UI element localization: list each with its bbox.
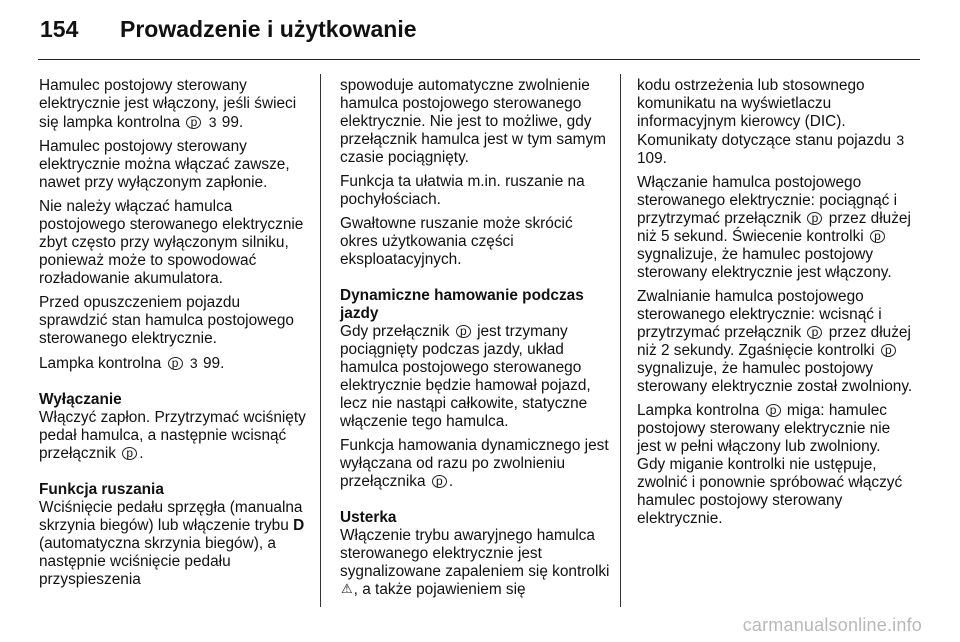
reference-arrow-icon: 3	[189, 355, 198, 371]
parking-brake-icon: p	[807, 326, 822, 339]
paragraph	[39, 354, 307, 373]
text: Gdy przełącznik	[340, 323, 450, 340]
text: .	[448, 473, 454, 490]
text: 99.	[202, 355, 225, 372]
paragraph: spowoduje automatyczne zwolnienie hamulca postojowego sterowanego elektrycznie. Nie jest to możliwe, gdy przełącznik hamulca jest w tym samym czasie pociągnięty.	[340, 77, 606, 166]
page-number: 154	[40, 16, 79, 42]
parking-brake-icon: p	[432, 475, 447, 488]
parking-brake-icon: p	[870, 230, 885, 243]
paragraph	[39, 409, 307, 463]
warning-icon: ⚠	[341, 581, 353, 596]
text: miga: hamulec postojowy sterowany elektrycznie nie jest w pełni włączony lub zwolniony. Gdy miganie kontrolki nie ustępuje, zwolnić i ponownie spróbować włączyć hamulec postojowy sterowany elektrycznie.	[637, 402, 903, 527]
header-rule	[38, 59, 920, 60]
gear-d-label: D	[293, 517, 305, 534]
watermark: carmanualsonline.info	[742, 615, 922, 635]
reference-arrow-icon: 3	[896, 132, 905, 148]
column-2	[340, 77, 610, 605]
page-title: Prowadzenie i użytkowanie	[120, 16, 417, 42]
paragraph: Nie należy włączać hamulca postojowego sterowanego elektrycznie zbyt często przy wyłączonym silniku, ponieważ może to spowodować rozładowanie akumulatora.	[39, 198, 304, 287]
text: .	[139, 445, 144, 462]
column-divider	[620, 74, 621, 607]
text: sygnalizuje, że hamulec postojowy sterowany elektrycznie jest włączony.	[637, 246, 892, 281]
paragraph	[340, 323, 610, 431]
paragraph	[637, 174, 913, 282]
text: Włączenie trybu awaryjnego hamulca sterowanego elektrycznie jest sygnalizowane zapaleniem się kontrolki	[340, 527, 610, 580]
text: Hamulec postojowy sterowany elektrycznie jest włączony, jeśli świeci się lampka kontrolna	[39, 77, 297, 131]
paragraph	[637, 288, 913, 396]
column-divider	[320, 74, 321, 607]
paragraph: Przed opuszczeniem pojazdu sprawdzić stan hamulca postojowego sterowanego elektrycznie.	[39, 294, 294, 347]
paragraph: Hamulec postojowy sterowany elektrycznie można włączać zawsze, nawet przy wyłączonym zapłonie.	[39, 138, 290, 191]
text: (automatyczna skrzynia biegów), a następnie wciśnięcie pedału przyspieszenia	[39, 535, 276, 588]
reference-arrow-icon: 3	[208, 114, 217, 130]
text: Lampka kontrolna	[637, 402, 760, 419]
text: kodu ostrzeżenia lub stosownego komunikatu na wyświetlaczu informacyjnym kierowcy (DIC). Komunikaty dotyczące stanu pojazdu	[637, 77, 892, 149]
text: przez dłużej niż 2 sekundy. Zgaśnięcie kontrolki	[637, 324, 911, 359]
text: 109.	[637, 150, 667, 167]
paragraph	[340, 527, 610, 599]
text: przez dłużej niż 5 sekund. Świecenie kontrolki	[637, 210, 911, 245]
text: Zwalnianie hamulca postojowego sterowanego elektrycznie: wcisnąć i przytrzymać przełącznik	[637, 288, 882, 341]
parking-brake-icon: p	[168, 357, 183, 370]
paragraph	[39, 77, 307, 132]
text: Wciśnięcie pedału sprzęgła (manualna skrzynia biegów) lub włączenie trybu	[39, 499, 303, 534]
section-heading-start: Funkcja ruszania	[39, 481, 164, 498]
parking-brake-icon: p	[881, 344, 896, 357]
text: Lampka kontrolna	[39, 355, 162, 372]
parking-brake-icon: p	[456, 325, 471, 338]
parking-brake-icon: p	[186, 116, 201, 129]
parking-brake-icon: p	[766, 404, 781, 417]
paragraph	[39, 499, 307, 589]
section-heading-off: Wyłączanie	[39, 391, 122, 408]
text: jest trzymany pociągnięty podczas jazdy, układ hamulca postojowego sterowanego elektrycznie będzie hamował pojazd, lecz nie nastąpi całkowite, statyczne włączenie tego hamulca.	[340, 323, 591, 430]
parking-brake-icon: p	[122, 447, 137, 460]
paragraph	[340, 437, 610, 491]
text: 99.	[221, 114, 244, 131]
text: sygnalizuje, że hamulec postojowy sterowany elektrycznie został zwolniony.	[637, 360, 913, 395]
section-heading-fault: Usterka	[340, 509, 397, 526]
section-heading-dynamic: Dynamiczne hamowanie podczas jazdy	[340, 287, 584, 322]
page-header	[40, 16, 417, 46]
column-1	[39, 77, 307, 595]
text: , a także pojawieniem się	[353, 581, 526, 598]
paragraph	[637, 77, 913, 168]
paragraph: Funkcja ta ułatwia m.in. ruszanie na pochyłościach.	[340, 173, 585, 208]
text: Funkcja hamowania dynamicznego jest wyłączana od razu po zwolnieniu przełącznika	[340, 437, 609, 490]
paragraph	[637, 402, 913, 528]
paragraph: Gwałtowne ruszanie może skrócić okres użytkowania części eksploatacyjnych.	[340, 215, 573, 268]
text: Włączyć zapłon. Przytrzymać wciśnięty pedał hamulca, a następnie wcisnąć przełącznik	[39, 409, 306, 462]
text: Włączanie hamulca postojowego sterowanego elektrycznie: pociągnąć i przytrzymać przełącznik	[637, 174, 898, 227]
parking-brake-icon: p	[807, 212, 822, 225]
column-3	[637, 77, 913, 534]
